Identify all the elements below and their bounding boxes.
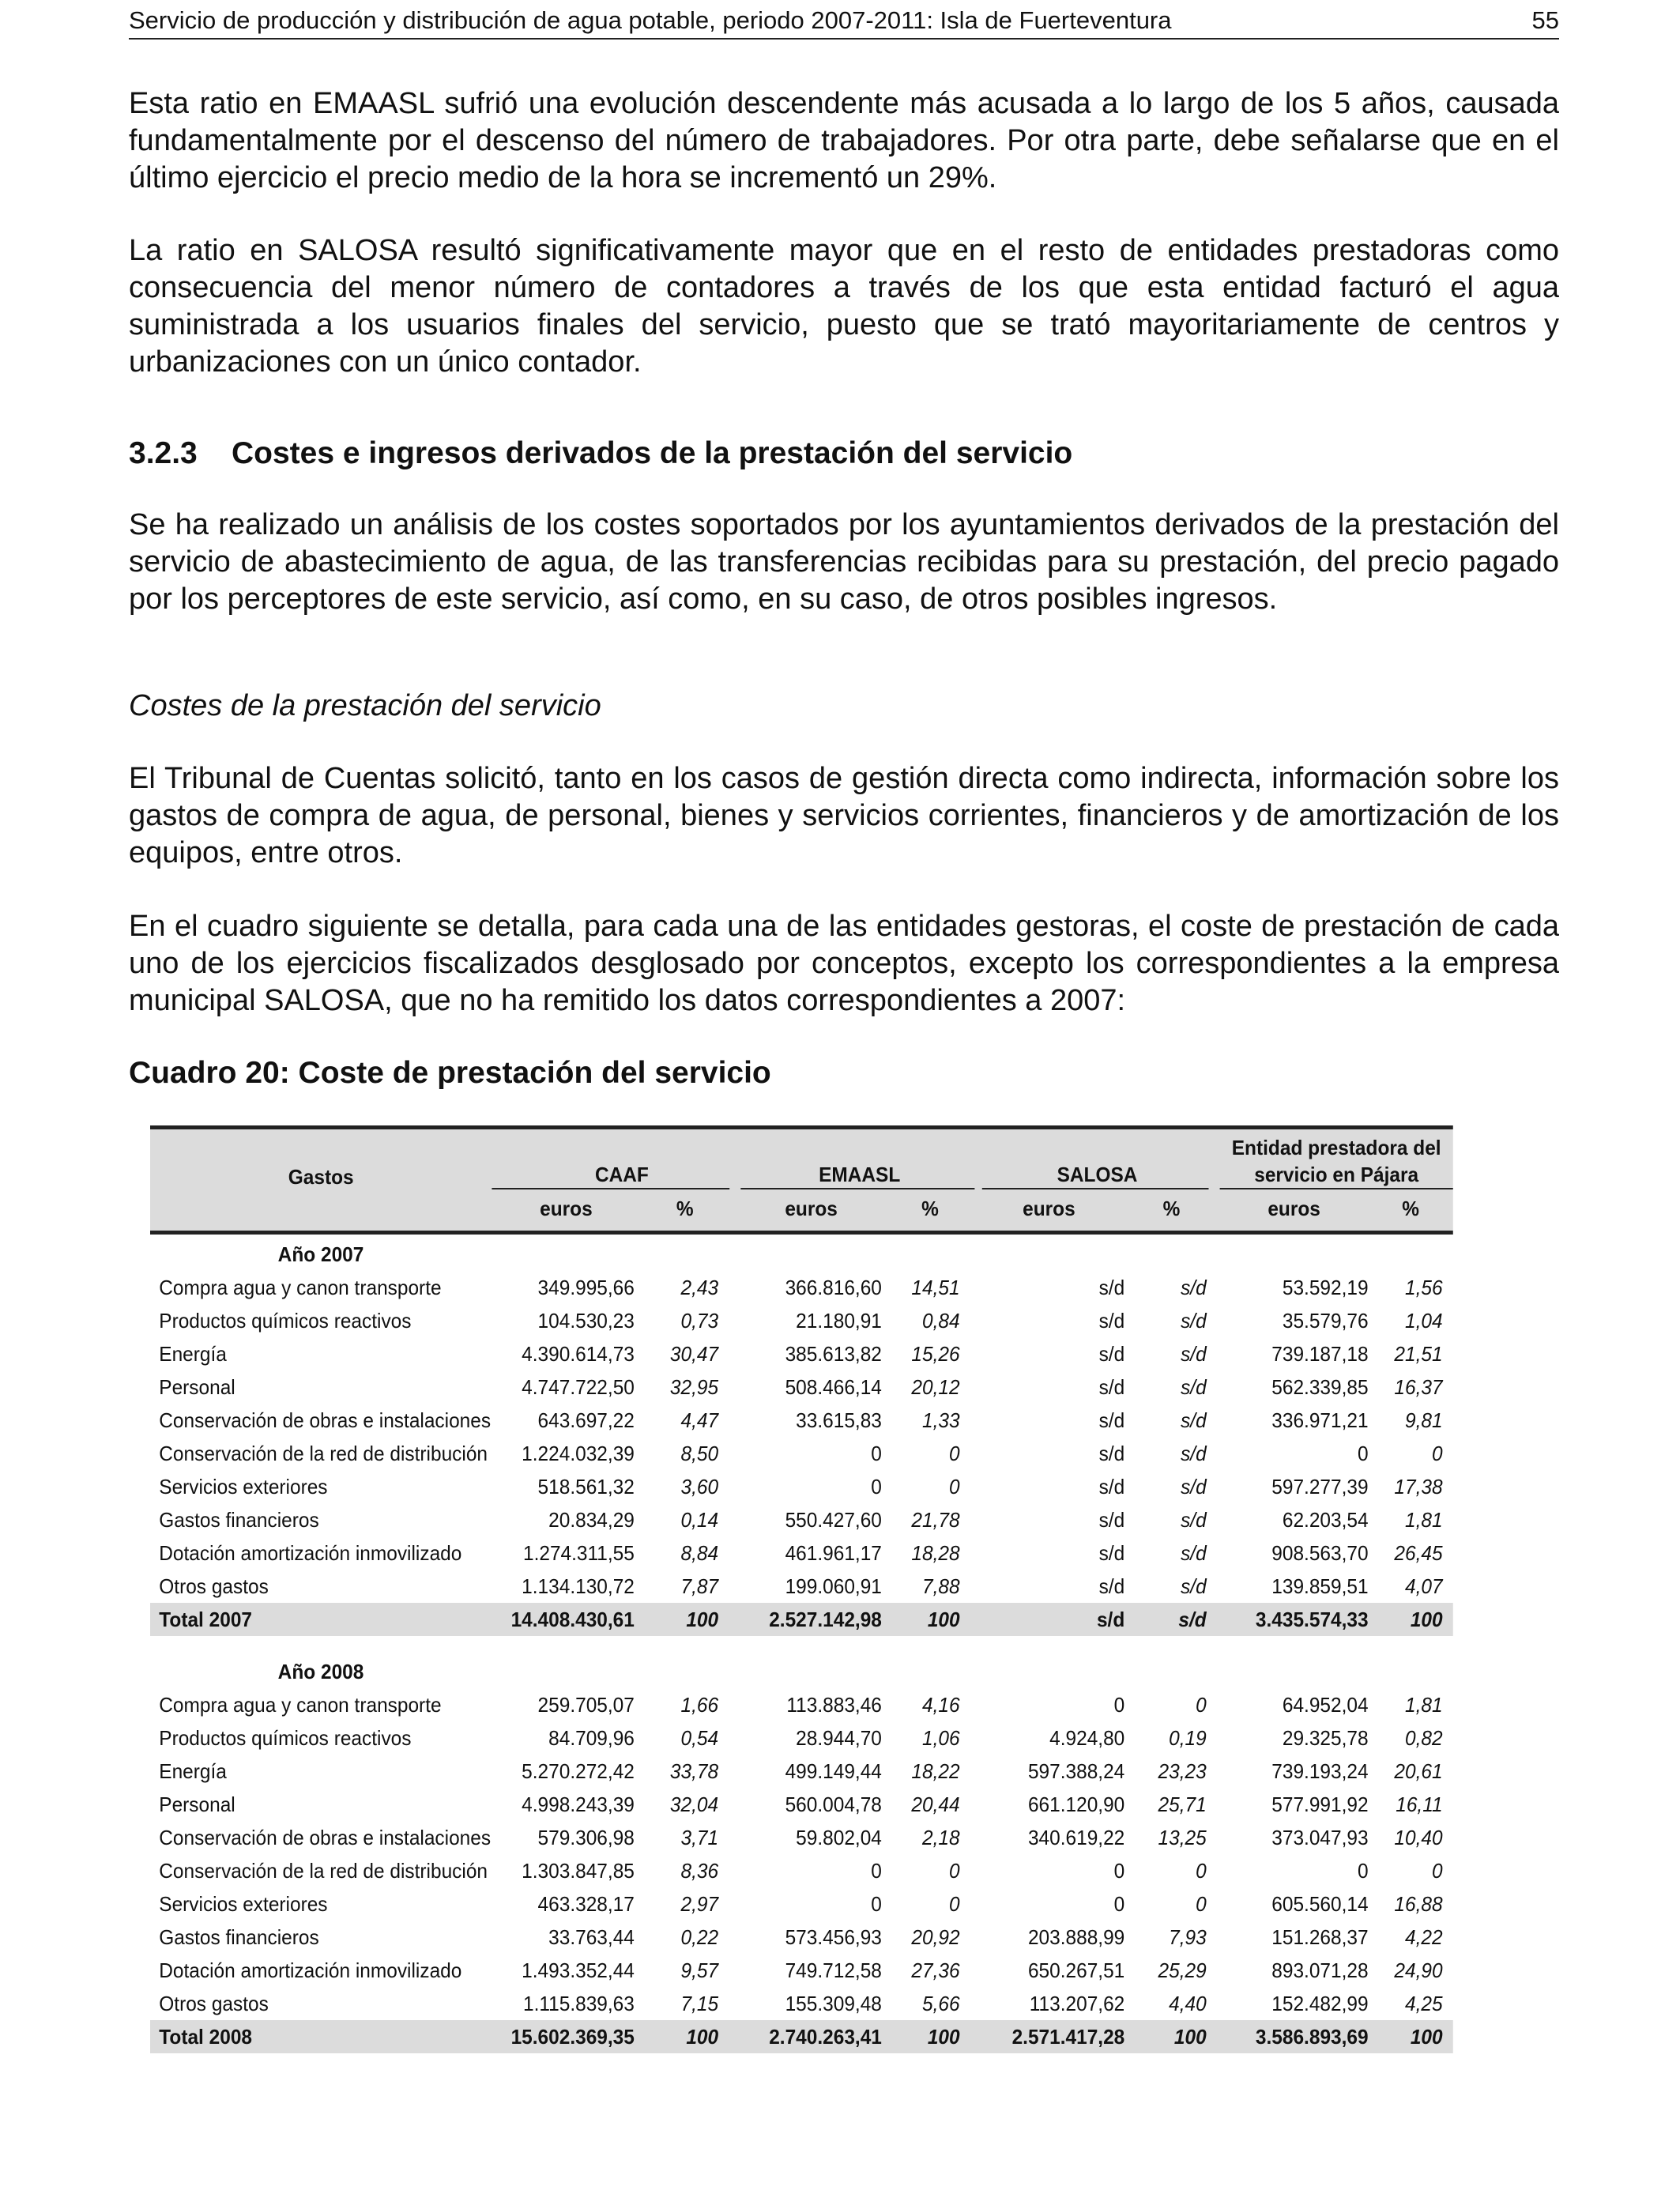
euros-cell: 104.530,23 xyxy=(537,1309,635,1333)
table-row xyxy=(150,1503,1453,1536)
pct-cell: 20,92 xyxy=(911,1925,960,1949)
euros-cell: 349.995,66 xyxy=(537,1276,635,1299)
euros-cell: s/d xyxy=(1098,1408,1125,1432)
unit-pct: % xyxy=(1162,1197,1181,1220)
euros-cell: 577.991,92 xyxy=(1271,1793,1369,1816)
row-label: Dotación amortización inmovilizado xyxy=(159,1958,462,1982)
row-label: Servicios exteriores xyxy=(159,1475,328,1498)
euros-cell: 259.705,07 xyxy=(537,1693,635,1717)
pct-cell: s/d xyxy=(1181,1508,1207,1532)
euros-cell: 1.274.311,55 xyxy=(522,1541,635,1565)
header-title: Servicio de producción y distribución de agua potable, periodo 2007-2011: Isla de Fuerteventura xyxy=(129,6,1172,34)
rule xyxy=(982,1188,1209,1189)
pct-cell: 1,04 xyxy=(1405,1309,1443,1333)
euros-cell: 84.709,96 xyxy=(548,1726,635,1750)
euros-cell: 64.952,04 xyxy=(1282,1693,1369,1717)
pct-cell: 100 xyxy=(927,2025,960,2049)
euros-cell: 573.456,93 xyxy=(785,1925,882,1949)
euros-cell: s/d xyxy=(1098,1574,1125,1598)
row-label: Productos químicos reactivos xyxy=(159,1726,412,1750)
pct-cell: 4,16 xyxy=(922,1693,960,1717)
pct-cell: 30,47 xyxy=(669,1342,719,1366)
row-label: Total 2007 xyxy=(159,1608,253,1631)
paragraph-4: El Tribunal de Cuentas solicitó, tanto en los casos de gestión directa como indirecta, información sobre los gastos de compra de agua, de personal, bienes y servicios corrientes, financieros y de amortización de los equipos, entre otros. xyxy=(129,762,1559,869)
euros-cell: 113.883,46 xyxy=(786,1693,882,1717)
pct-cell: 100 xyxy=(1410,2025,1443,2049)
table-row xyxy=(150,1404,1453,1437)
euros-cell: 739.187,18 xyxy=(1271,1342,1369,1366)
pct-cell: s/d xyxy=(1181,1342,1207,1366)
euros-cell: 499.149,44 xyxy=(785,1759,882,1783)
pct-cell: 24,90 xyxy=(1394,1958,1443,1982)
euros-cell: 33.763,44 xyxy=(548,1925,635,1949)
euros-cell: s/d xyxy=(1096,1608,1125,1631)
col-salosa: SALOSA xyxy=(1057,1163,1138,1186)
pct-cell: 1,66 xyxy=(680,1693,719,1717)
euros-cell: 3.586.893,69 xyxy=(1255,2025,1369,2049)
euros-cell: 4.747.722,50 xyxy=(522,1375,635,1399)
pct-cell: 0,22 xyxy=(680,1925,719,1949)
col-caaf: CAAF xyxy=(594,1163,649,1186)
euros-cell: 2.740.263,41 xyxy=(769,2025,882,2049)
pct-cell: 4,07 xyxy=(1405,1574,1443,1598)
euros-cell: 1.303.847,85 xyxy=(522,1859,635,1883)
year-label: Año 2007 xyxy=(277,1242,364,1266)
euros-cell: 62.203,54 xyxy=(1282,1508,1369,1532)
year-heading xyxy=(150,1652,1453,1688)
pct-cell: 33,78 xyxy=(669,1759,719,1783)
table-row xyxy=(150,1570,1453,1603)
pct-cell: 4,40 xyxy=(1169,1992,1207,2015)
unit-euros: euros xyxy=(1023,1197,1075,1220)
pct-cell: 15,26 xyxy=(911,1342,960,1366)
row-label: Energía xyxy=(159,1759,227,1783)
row-label: Gastos financieros xyxy=(159,1925,319,1949)
pct-cell: 26,45 xyxy=(1394,1541,1443,1565)
table-body xyxy=(150,1235,1453,2053)
euros-cell: 2.571.417,28 xyxy=(1011,2025,1125,2049)
euros-cell: 1.493.352,44 xyxy=(522,1958,635,1982)
pct-cell: 0 xyxy=(1196,1892,1207,1916)
table-row xyxy=(150,1788,1453,1821)
table-row xyxy=(150,1854,1453,1887)
euros-cell: 336.971,21 xyxy=(1271,1408,1369,1432)
pct-cell: s/d xyxy=(1181,1541,1207,1565)
euros-cell: 0 xyxy=(1113,1693,1125,1717)
pct-cell: 9,81 xyxy=(1405,1408,1443,1432)
row-label: Otros gastos xyxy=(159,1992,269,2015)
row-label: Servicios exteriores xyxy=(159,1892,328,1916)
euros-cell: 0 xyxy=(1357,1859,1369,1883)
pct-cell: 27,36 xyxy=(911,1958,960,1982)
cost-table xyxy=(150,1125,1453,2053)
pct-cell: 1,81 xyxy=(1405,1508,1443,1532)
euros-cell: 151.268,37 xyxy=(1271,1925,1369,1949)
euros-cell: 373.047,93 xyxy=(1271,1826,1369,1849)
table-row xyxy=(150,1821,1453,1854)
pct-cell: 0,82 xyxy=(1405,1726,1443,1750)
pct-cell: 21,51 xyxy=(1394,1342,1443,1366)
euros-cell: 35.579,76 xyxy=(1282,1309,1369,1333)
col-pajara: Entidad prestadora del servicio en Pájara xyxy=(1231,1136,1441,1186)
euros-cell: 1.224.032,39 xyxy=(522,1442,635,1465)
euros-cell: 33.615,83 xyxy=(796,1408,882,1432)
pct-cell: 0 xyxy=(948,1859,960,1883)
subheading: Costes de la prestación del servicio xyxy=(129,689,601,722)
pct-cell: 32,04 xyxy=(669,1793,719,1816)
euros-cell: 461.961,17 xyxy=(785,1541,882,1565)
euros-cell: 0 xyxy=(1113,1892,1125,1916)
euros-cell: 366.816,60 xyxy=(785,1276,882,1299)
euros-cell: 4.998.243,39 xyxy=(522,1793,635,1816)
euros-cell: 139.859,51 xyxy=(1271,1574,1369,1598)
rule xyxy=(1220,1188,1453,1189)
pct-cell: 100 xyxy=(686,1608,719,1631)
row-label: Energía xyxy=(159,1342,227,1366)
table-row xyxy=(150,1755,1453,1788)
total-row xyxy=(150,2020,1453,2053)
row-label: Personal xyxy=(159,1793,235,1816)
pct-cell: 2,43 xyxy=(680,1276,719,1299)
pct-cell: 14,51 xyxy=(911,1276,960,1299)
col-gastos: Gastos xyxy=(288,1165,354,1189)
euros-cell: 4.390.614,73 xyxy=(522,1342,635,1366)
euros-cell: 562.339,85 xyxy=(1271,1375,1369,1399)
euros-cell: 340.619,22 xyxy=(1027,1826,1125,1849)
euros-cell: s/d xyxy=(1098,1442,1125,1465)
pct-cell: 4,47 xyxy=(680,1408,719,1432)
unit-euros: euros xyxy=(785,1197,838,1220)
euros-cell: 560.004,78 xyxy=(785,1793,882,1816)
pct-cell: 20,61 xyxy=(1394,1759,1443,1783)
pct-cell: 20,44 xyxy=(911,1793,960,1816)
section-title: Costes e ingresos derivados de la prestación del servicio xyxy=(232,436,1073,470)
euros-cell: 0 xyxy=(871,1892,882,1916)
year-spacer xyxy=(150,1636,1453,1652)
euros-cell: 0 xyxy=(1357,1442,1369,1465)
pct-cell: 0,84 xyxy=(922,1309,960,1333)
euros-cell: s/d xyxy=(1098,1276,1125,1299)
euros-cell: 0 xyxy=(871,1859,882,1883)
pct-cell: 8,84 xyxy=(680,1541,719,1565)
pct-cell: s/d xyxy=(1181,1442,1207,1465)
pct-cell: 8,50 xyxy=(680,1442,719,1465)
row-label: Otros gastos xyxy=(159,1574,269,1598)
euros-cell: 908.563,70 xyxy=(1271,1541,1369,1565)
pct-cell: 10,40 xyxy=(1394,1826,1443,1849)
pct-cell: 0 xyxy=(1196,1859,1207,1883)
euros-cell: 650.267,51 xyxy=(1027,1958,1125,1982)
pct-cell: 7,88 xyxy=(922,1574,960,1598)
euros-cell: 14.408.430,61 xyxy=(510,1608,635,1631)
euros-cell: s/d xyxy=(1098,1375,1125,1399)
row-label: Conservación de obras e instalaciones xyxy=(159,1826,492,1849)
euros-cell: 518.561,32 xyxy=(537,1475,635,1498)
pct-cell: 1,81 xyxy=(1405,1693,1443,1717)
euros-cell: 739.193,24 xyxy=(1271,1759,1369,1783)
year-label: Año 2008 xyxy=(277,1660,364,1683)
table-row xyxy=(150,1954,1453,1987)
table-row xyxy=(150,1470,1453,1503)
euros-cell: s/d xyxy=(1098,1541,1125,1565)
paragraph-3: Se ha realizado un análisis de los costes soportados por los ayuntamientos derivados de la prestación del servicio de abastecimiento de agua, de las transferencias recibidas para su prestación, del precio pagado por los perceptores de este servicio, así como, en su caso, de otros posibles ingresos. xyxy=(129,508,1559,616)
pct-cell: 0 xyxy=(1196,1693,1207,1717)
euros-cell: 59.802,04 xyxy=(796,1826,882,1849)
unit-euros: euros xyxy=(1268,1197,1320,1220)
pct-cell: s/d xyxy=(1181,1408,1207,1432)
euros-cell: 20.834,29 xyxy=(548,1508,635,1532)
pct-cell: 20,12 xyxy=(911,1375,960,1399)
pct-cell: 0,19 xyxy=(1169,1726,1207,1750)
pct-cell: 0 xyxy=(948,1442,960,1465)
total-row xyxy=(150,1603,1453,1636)
table-row xyxy=(150,1688,1453,1721)
pct-cell: 21,78 xyxy=(911,1508,960,1532)
pct-cell: 3,71 xyxy=(680,1826,719,1849)
unit-pct: % xyxy=(921,1197,939,1220)
pct-cell: 13,25 xyxy=(1158,1826,1207,1849)
pct-cell: 0 xyxy=(948,1892,960,1916)
euros-cell: 53.592,19 xyxy=(1282,1276,1369,1299)
year-heading xyxy=(150,1235,1453,1271)
pct-cell: 16,88 xyxy=(1394,1892,1443,1916)
row-label: Dotación amortización inmovilizado xyxy=(159,1541,462,1565)
table-row xyxy=(150,1987,1453,2020)
pct-cell: 2,18 xyxy=(922,1826,960,1849)
euros-cell: 3.435.574,33 xyxy=(1255,1608,1369,1631)
row-label: Compra agua y canon transporte xyxy=(159,1276,442,1299)
row-label: Productos químicos reactivos xyxy=(159,1309,412,1333)
euros-cell: 749.712,58 xyxy=(785,1958,882,1982)
euros-cell: 508.466,14 xyxy=(785,1375,882,1399)
euros-cell: 21.180,91 xyxy=(796,1309,882,1333)
page-header xyxy=(129,3,1559,40)
pct-cell: 100 xyxy=(686,2025,719,2049)
euros-cell: 605.560,14 xyxy=(1271,1892,1369,1916)
pct-cell: 100 xyxy=(1173,2025,1207,2049)
euros-cell: 597.277,39 xyxy=(1271,1475,1369,1498)
euros-cell: s/d xyxy=(1098,1475,1125,1498)
table-row xyxy=(150,1337,1453,1370)
col-emaasl: EMAASL xyxy=(819,1163,901,1186)
page-number: 55 xyxy=(1531,6,1559,34)
pct-cell: 4,25 xyxy=(1405,1992,1443,2015)
table-header xyxy=(150,1125,1453,1235)
euros-cell: 113.207,62 xyxy=(1029,1992,1125,2015)
euros-cell: 1.134.130,72 xyxy=(522,1574,635,1598)
euros-cell: 643.697,22 xyxy=(537,1408,635,1432)
euros-cell: 152.482,99 xyxy=(1271,1992,1369,2015)
euros-cell: 199.060,91 xyxy=(785,1574,882,1598)
pct-cell: 32,95 xyxy=(669,1375,719,1399)
euros-cell: 4.924,80 xyxy=(1049,1726,1125,1750)
pct-cell: 1,06 xyxy=(922,1726,960,1750)
pct-cell: 25,29 xyxy=(1158,1958,1207,1982)
pct-cell: 25,71 xyxy=(1158,1793,1207,1816)
euros-cell: 5.270.272,42 xyxy=(522,1759,635,1783)
euros-cell: 385.613,82 xyxy=(785,1342,882,1366)
paragraph-1: Esta ratio en EMAASL sufrió una evolución descendente más acusada a lo largo de los 5 años, causada fundamentalmente por el descenso del número de trabajadores. Por otra parte, debe señalarse que en el último ejercicio el precio medio de la hora se incrementó un 29%. xyxy=(129,87,1559,194)
unit-pct: % xyxy=(676,1197,694,1220)
euros-cell: 597.388,24 xyxy=(1027,1759,1125,1783)
euros-cell: 155.309,48 xyxy=(785,1992,882,2015)
row-label: Total 2008 xyxy=(159,2025,253,2049)
paragraph-2: La ratio en SALOSA resultó significativamente mayor que en el resto de entidades prestadoras como consecuencia del menor número de contadores a través de los que esta entidad facturó el agua suministrada a los usuarios finales del servicio, puesto que se trató mayoritariamente de centros y urbanizaciones con un único contador. xyxy=(129,234,1559,379)
pct-cell: s/d xyxy=(1181,1574,1207,1598)
row-label: Conservación de obras e instalaciones xyxy=(159,1408,492,1432)
table-row xyxy=(150,1536,1453,1570)
euros-cell: s/d xyxy=(1098,1342,1125,1366)
unit-euros: euros xyxy=(540,1197,593,1220)
pct-cell: 7,87 xyxy=(680,1574,719,1598)
unit-pct: % xyxy=(1402,1197,1420,1220)
pct-cell: 0 xyxy=(1431,1442,1443,1465)
euros-cell: s/d xyxy=(1098,1309,1125,1333)
euros-cell: 893.071,28 xyxy=(1271,1958,1369,1982)
pct-cell: 16,11 xyxy=(1396,1793,1443,1816)
pct-cell: 18,28 xyxy=(911,1541,960,1565)
pct-cell: 17,38 xyxy=(1394,1475,1443,1498)
table-row xyxy=(150,1370,1453,1404)
table-row xyxy=(150,1721,1453,1755)
rule xyxy=(492,1188,729,1189)
pct-cell: 2,97 xyxy=(680,1892,719,1916)
pct-cell: s/d xyxy=(1181,1375,1207,1399)
table-row xyxy=(150,1921,1453,1954)
euros-cell: 0 xyxy=(871,1475,882,1498)
pct-cell: 3,60 xyxy=(680,1475,719,1498)
euros-cell: 15.602.369,35 xyxy=(510,2025,635,2049)
pct-cell: 100 xyxy=(1410,1608,1443,1631)
paragraph-5: En el cuadro siguiente se detalla, para cada una de las entidades gestoras, el coste de prestación de cada uno de los ejercicios fiscalizados desglosado por conceptos, excepto los correspondientes a la empresa municipal SALOSA, que no ha remitido los datos correspondientes a 2007: xyxy=(129,910,1559,1017)
pct-cell: 4,22 xyxy=(1405,1925,1443,1949)
euros-cell: 579.306,98 xyxy=(537,1826,635,1849)
rule xyxy=(740,1188,974,1189)
euros-cell: 661.120,90 xyxy=(1027,1793,1125,1816)
pct-cell: 0,14 xyxy=(680,1508,719,1532)
euros-cell: 1.115.839,63 xyxy=(522,1992,635,2015)
euros-cell: 550.427,60 xyxy=(785,1508,882,1532)
section-heading xyxy=(129,436,1072,471)
euros-cell: 0 xyxy=(871,1442,882,1465)
table-title: Cuadro 20: Coste de prestación del servicio xyxy=(129,1056,771,1090)
pct-cell: 7,15 xyxy=(680,1992,719,2015)
euros-cell: 203.888,99 xyxy=(1027,1925,1125,1949)
pct-cell: s/d xyxy=(1181,1276,1207,1299)
pct-cell: 0,54 xyxy=(680,1726,719,1750)
pct-cell: s/d xyxy=(1181,1475,1207,1498)
pct-cell: 18,22 xyxy=(911,1759,960,1783)
pct-cell: s/d xyxy=(1181,1309,1207,1333)
row-label: Compra agua y canon transporte xyxy=(159,1693,442,1717)
euros-cell: 29.325,78 xyxy=(1282,1726,1369,1750)
pct-cell: 100 xyxy=(927,1608,960,1631)
section-number: 3.2.3 xyxy=(129,436,198,470)
pct-cell: 0 xyxy=(1431,1859,1443,1883)
row-label: Personal xyxy=(159,1375,235,1399)
pct-cell: 7,93 xyxy=(1169,1925,1207,1949)
euros-cell: 28.944,70 xyxy=(796,1726,882,1750)
euros-cell: 0 xyxy=(1113,1859,1125,1883)
table-row xyxy=(150,1437,1453,1470)
row-label: Conservación de la red de distribución xyxy=(159,1442,488,1465)
table-row xyxy=(150,1271,1453,1304)
pct-cell: 1,56 xyxy=(1405,1276,1443,1299)
pct-cell: s/d xyxy=(1178,1608,1207,1631)
euros-cell: 463.328,17 xyxy=(537,1892,635,1916)
table-row xyxy=(150,1887,1453,1921)
pct-cell: 5,66 xyxy=(922,1992,960,2015)
pct-cell: 9,57 xyxy=(680,1958,719,1982)
pct-cell: 0,73 xyxy=(680,1309,719,1333)
pct-cell: 8,36 xyxy=(680,1859,719,1883)
euros-cell: 2.527.142,98 xyxy=(769,1608,882,1631)
table-row xyxy=(150,1304,1453,1337)
pct-cell: 0 xyxy=(948,1475,960,1498)
pct-cell: 1,33 xyxy=(922,1408,960,1432)
row-label: Conservación de la red de distribución xyxy=(159,1859,488,1883)
row-label: Gastos financieros xyxy=(159,1508,319,1532)
euros-cell: s/d xyxy=(1098,1508,1125,1532)
pct-cell: 16,37 xyxy=(1394,1375,1443,1399)
pct-cell: 23,23 xyxy=(1158,1759,1207,1783)
